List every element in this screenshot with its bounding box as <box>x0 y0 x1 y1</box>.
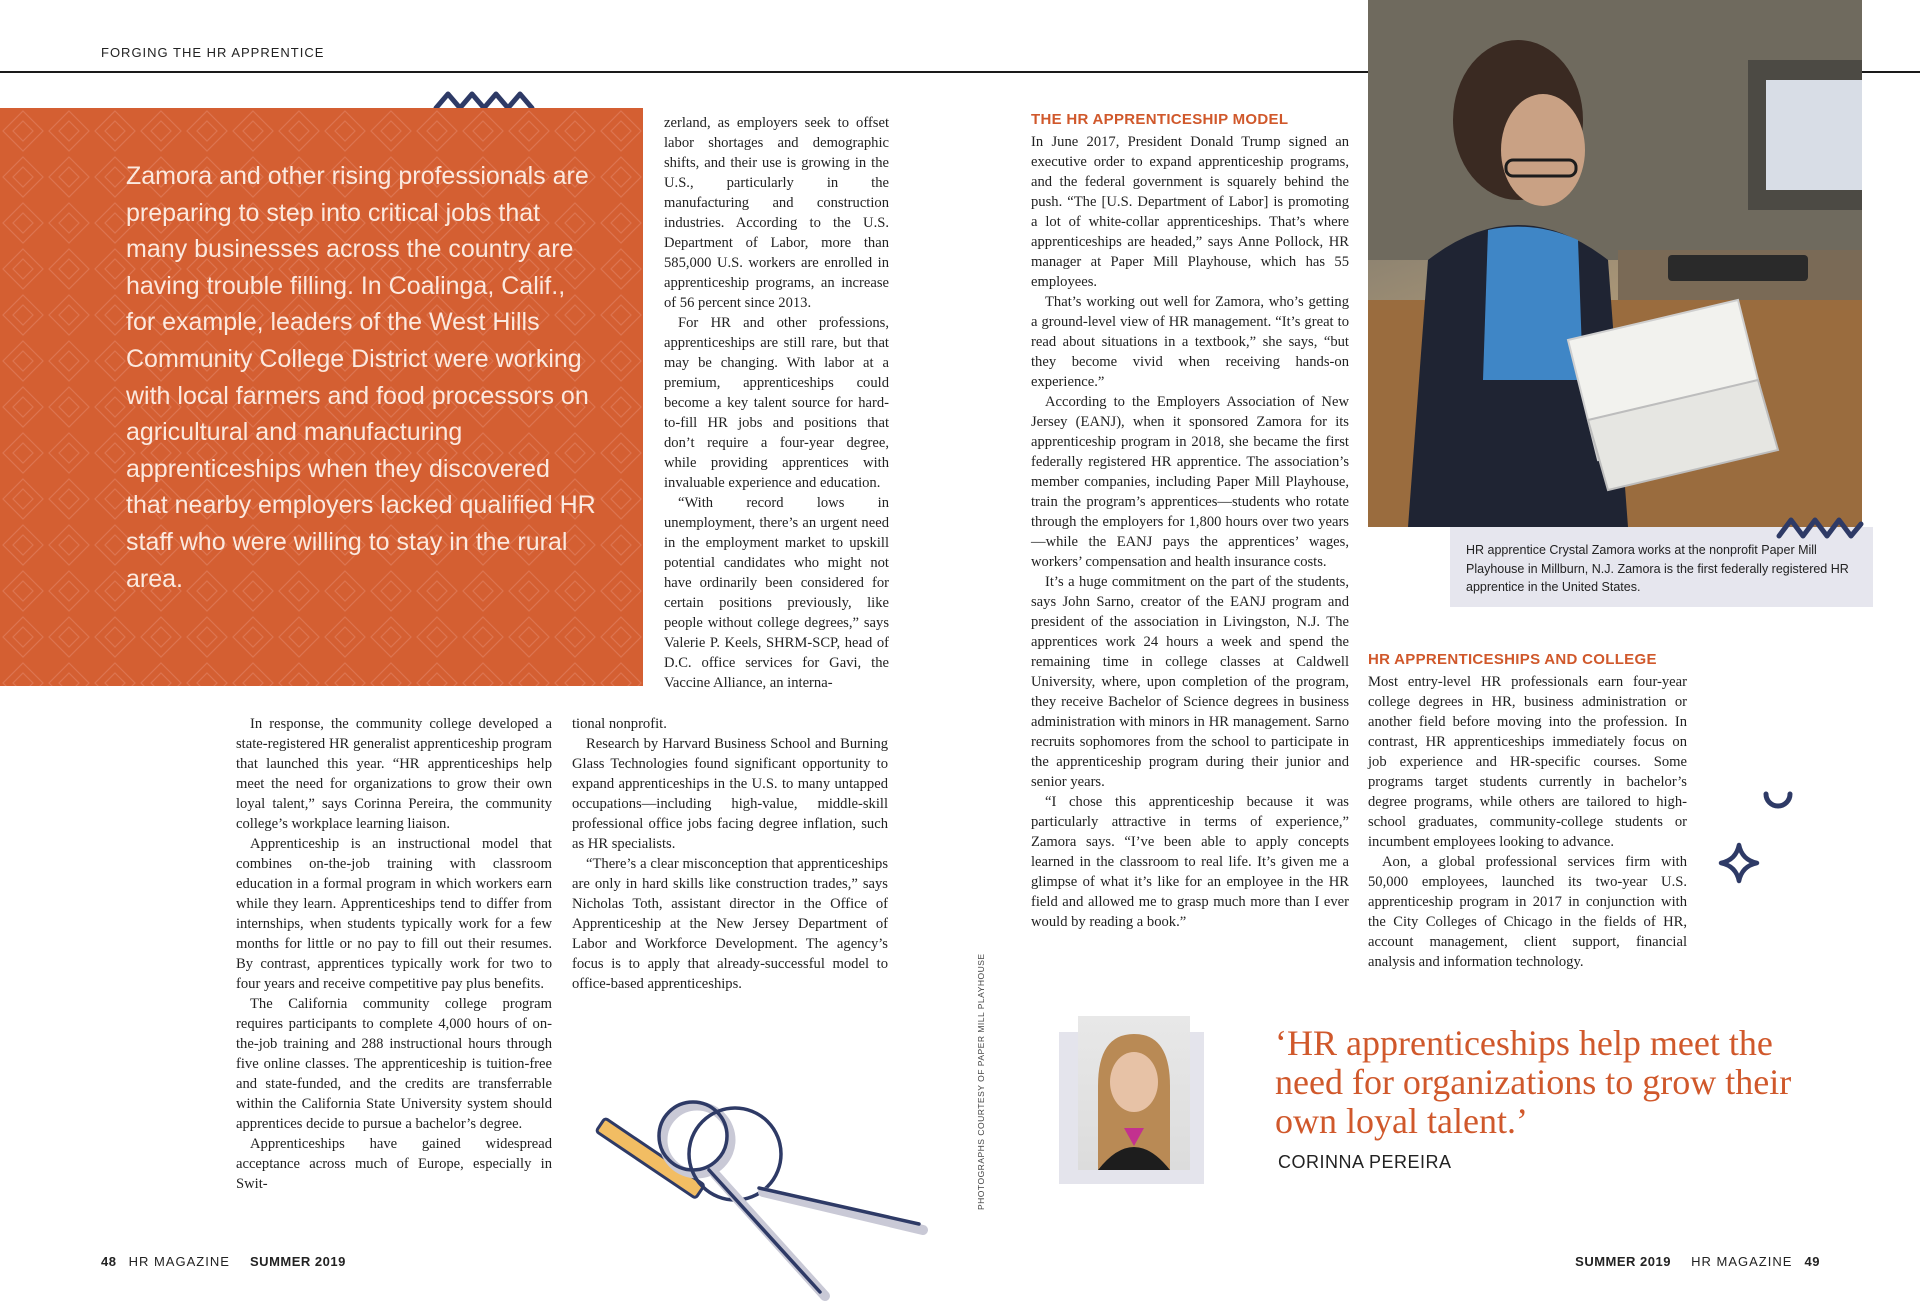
paragraph: Most entry-level HR professionals earn four-year college degrees in HR, business administration or another field before moving into the profession. In contrast, HR apprenticeships immediately focus on job experience and HR-specific courses. Some programs target students currently in bachelor’s degree programs, while others are tailored to high-school graduates, community-college students or incumbent employees looking to advance. <box>1368 674 1687 850</box>
section-heading-apprenticeship-model: THE HR APPRENTICESHIP MODEL <box>1031 111 1289 128</box>
paragraph: Apprenticeship is an instructional model that combines on-the-job training with classroom education in a formal program in which workers earn while they learn. Apprenticeships tend to differ from internships, when students typically work for a few months for little or no pay to fill out their resumes. By contrast, apprentices typically work for two to four years and receive competitive pay plus benefits. <box>236 836 552 992</box>
apprentice-at-desk-illustration <box>1368 0 1862 527</box>
headshot-portrait-illustration <box>1078 1016 1190 1170</box>
article-column-2-top <box>664 113 889 693</box>
paragraph: The California community college program requires participants to complete 4,000 hours of on-the-job training and 288 instructional hours through five online classes. The apprenticeship is tuition-free and state-funded, and the credits are transferrable within the California State University system should apprentices decide to pursue a bachelor’s degree. <box>236 996 552 1132</box>
section-heading-apprenticeships-college: HR APPRENTICESHIPS AND COLLEGE <box>1368 651 1657 668</box>
footer-right <box>1575 1254 1820 1269</box>
page-number: 49 <box>1804 1254 1820 1269</box>
paragraph: According to the Employers Association of New Jersey (EANJ), when it sponsored Zamora for its apprenticeship program in 2018, she became the first federally registered HR apprentice. The association’s member companies, including Paper Mill Playhouse, train the program’s apprentices—students who rotate through the employers for 1,800 hours over two years—while the EANJ pays the apprentices’ wages, workers’ compensation and health insurance costs. <box>1031 394 1349 570</box>
paragraph: Aon, a global professional services firm with 50,000 employees, launched its two-year U.S. apprenticeship program in 2017 in conjunction with the City Colleges of Chicago in the fields of HR, account management, client support, financial analysis and information technology. <box>1368 854 1687 970</box>
article-column-3 <box>1031 132 1349 932</box>
horseshoe-doodle-icon <box>1758 784 1798 824</box>
photo-caption: HR apprentice Crystal Zamora works at the nonprofit Paper Mill Playhouse in Millburn, N.J. Zamora is the first federally registered HR apprentice in the United States. <box>1466 543 1849 594</box>
paragraph: For HR and other professions, apprenticeships are still rare, but that may be changing. With labor at a premium, apprenticeships could become a key talent source for hard-to-fill HR jobs and positions that don’t require a four-year degree, while providing apprentices with invaluable experience and education. <box>664 315 889 491</box>
page-number: 48 <box>101 1254 117 1269</box>
paragraph: In June 2017, President Donald Trump signed an executive order to expand apprenticeship programs, and the federal government is squarely behind the push. “The [U.S. Department of Labor] is promoting a lot of white-collar apprenticeships. That’s where apprenticeships are headed,” says Anne Pollock, HR manager at Paper Mill Playhouse, which has 55 employees. <box>1031 134 1349 290</box>
paragraph: “With record lows in unemployment, there’s an urgent need in the employment market to upskill potential candidates who might not have ordinarily been considered for certain positions previously, like people without college degrees,” says Valerie P. Keels, SHRM-SCP, head of D.C. office services for Gavi, the Vaccine Alliance, an interna- <box>664 495 889 691</box>
paragraph: “I chose this apprenticeship because it was particularly attractive in terms of experience,” Zamora says. “I’ve been able to apply concepts learned in the classroom to real life. It’s given me a glimpse of what it’s like for an employee in the HR field and allowed me to grasp much more than I ever would by reading a book.” <box>1031 794 1349 930</box>
issue-date: SUMMER 2019 <box>250 1254 346 1269</box>
paragraph: zerland, as employers seek to offset labor shortages and demographic shifts, and their use is growing in the U.S., particularly in the manufacturing and construction industries. According to the U.S. Department of Labor, more than 585,000 U.S. workers are enrolled in apprenticeship programs, an increase of 56 percent since 2013. <box>664 115 889 311</box>
paragraph: Apprenticeships have gained widespread acceptance across much of Europe, especially in Swit- <box>236 1136 552 1192</box>
corinna-pereira-headshot <box>1078 1016 1190 1170</box>
magazine-name: HR MAGAZINE <box>128 1254 230 1269</box>
article-column-4 <box>1368 672 1687 972</box>
key-doodle-icon <box>585 1060 945 1310</box>
zigzag-doodle-icon <box>1775 512 1867 542</box>
magazine-name: HR MAGAZINE <box>1691 1254 1793 1269</box>
paragraph: In response, the community college developed a state-registered HR generalist apprenticeship program that launched this year. “HR apprenticeships help meet the need for organizations to grow their own loyal talent,” says Corinna Pereira, the community college’s workplace learning liaison. <box>236 716 552 832</box>
article-column-2-bottom <box>572 714 888 994</box>
photo-credit: PHOTOGRAPHS COURTESY OF PAPER MILL PLAYHOUSE <box>976 953 986 1210</box>
footer-left <box>101 1254 346 1269</box>
featured-quote: ‘HR apprenticeships help meet the need for organizations to grow their own loyal talent.’ <box>1275 1023 1792 1141</box>
paragraph: “There’s a clear misconception that apprenticeships are only in hard skills like construction trades,” says Nicholas Toth, assistant director in the Office of Apprenticeship at the New Jersey Department of Labor and Workforce Development. The agency’s focus is to apply that already-successful model to office-based apprenticeships. <box>572 856 888 992</box>
quote-attribution: CORINNA PEREIRA <box>1278 1152 1452 1172</box>
apprentice-photo <box>1368 0 1862 527</box>
pull-quote-panel <box>0 108 643 686</box>
paragraph: tional nonprofit. <box>572 716 667 732</box>
issue-date: SUMMER 2019 <box>1575 1254 1671 1269</box>
paragraph: Research by Harvard Business School and Burning Glass Technologies found significant opportunity to expand apprenticeships in the U.S. to many untapped occupations—including high-value, middle-skill professional office jobs facing degree inflation, such as HR specialists. <box>572 736 888 852</box>
running-head: FORGING THE HR APPRENTICE <box>101 45 325 60</box>
paragraph: That’s working out well for Zamora, who’s getting a ground-level view of HR management. “It’s great to read about situations in a textbook,” she says, “but they become vivid when receiving hands-on experience.” <box>1031 294 1349 390</box>
article-column-1 <box>236 714 552 1194</box>
sparkle-doodle-icon <box>1718 842 1760 884</box>
pull-quote-text: Zamora and other rising professionals are preparing to step into critical jobs that many businesses across the country are having trouble filling. In Coalinga, Calif., for example, leaders of the West Hills Community College District were working with local farmers and food processors on agricultural and manufacturing apprenticeships when they discovered that nearby employers lacked qualified HR staff who were willing to stay in the rural area. <box>126 162 596 593</box>
paragraph: It’s a huge commitment on the part of the students, says John Sarno, creator of the EANJ program and president of the association in Livingston, N.J. The apprentices work 24 hours a week and spend the remaining time in college classes at Caldwell University, where, upon completion of the program, they receive Bachelor of Science degrees in business administration with minors in HR management. Sarno recruits sophomores from the school to participate in the apprenticeship program during their junior and senior years. <box>1031 574 1349 790</box>
